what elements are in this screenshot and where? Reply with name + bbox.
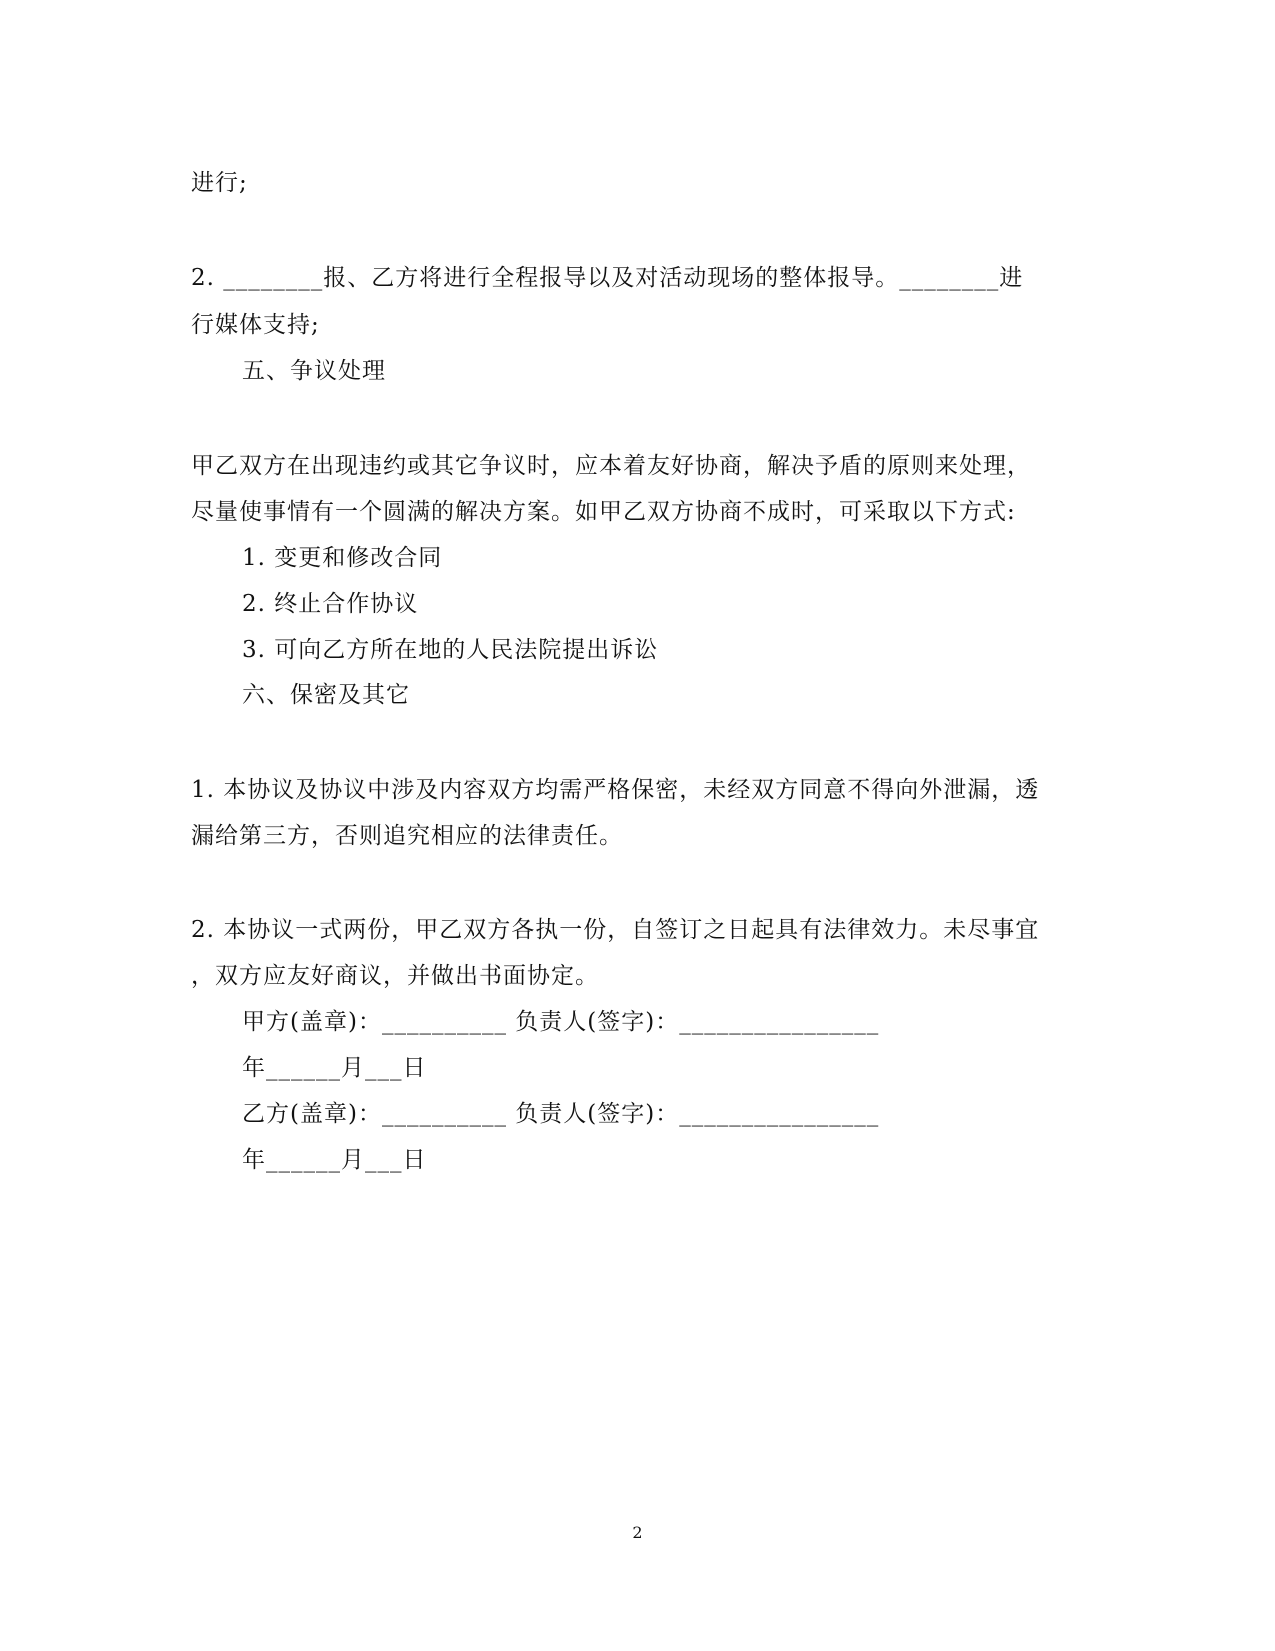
signature-line-party-b: 乙方(盖章)：__________ 负责人(签字)：________________ <box>242 1101 880 1127</box>
text-line: 2. 本协议一式两份，甲乙双方各执一份，自签订之日起具有法律效力。未尽事宜 <box>191 917 1040 943</box>
text-line: 甲乙双方在出现违约或其它争议时，应本着友好协商，解决予盾的原则来处理， <box>191 453 1031 479</box>
text-line: 尽量使事情有一个圆满的解决方案。如甲乙双方协商不成时，可采取以下方式: <box>191 499 1016 525</box>
text-line: 2. ________报、乙方将进行全程报导以及对活动现场的整体报导。________进 <box>191 265 1024 291</box>
text-line: 行媒体支持; <box>191 312 320 338</box>
text-line: 1. 本协议及协议中涉及内容双方均需严格保密，未经双方同意不得向外泄漏，透 <box>191 777 1040 803</box>
text-line: 漏给第三方，否则追究相应的法律责任。 <box>191 823 623 849</box>
date-line-party-a: 年______月___日 <box>242 1055 427 1081</box>
date-line-party-b: 年______月___日 <box>242 1147 427 1173</box>
list-item: 1. 变更和修改合同 <box>242 545 443 571</box>
list-item: 3. 可向乙方所在地的人民法院提出诉讼 <box>242 637 659 663</box>
section-heading: 五、争议处理 <box>242 358 386 384</box>
section-heading: 六、保密及其它 <box>242 682 410 708</box>
text-line: ，双方应友好商议，并做出书面协定。 <box>191 963 599 989</box>
signature-line-party-a: 甲方(盖章)：__________ 负责人(签字)：________________ <box>242 1009 880 1035</box>
text-line: 进行; <box>191 170 248 196</box>
page-number: 2 <box>632 1523 643 1542</box>
list-item: 2. 终止合作协议 <box>242 591 419 617</box>
